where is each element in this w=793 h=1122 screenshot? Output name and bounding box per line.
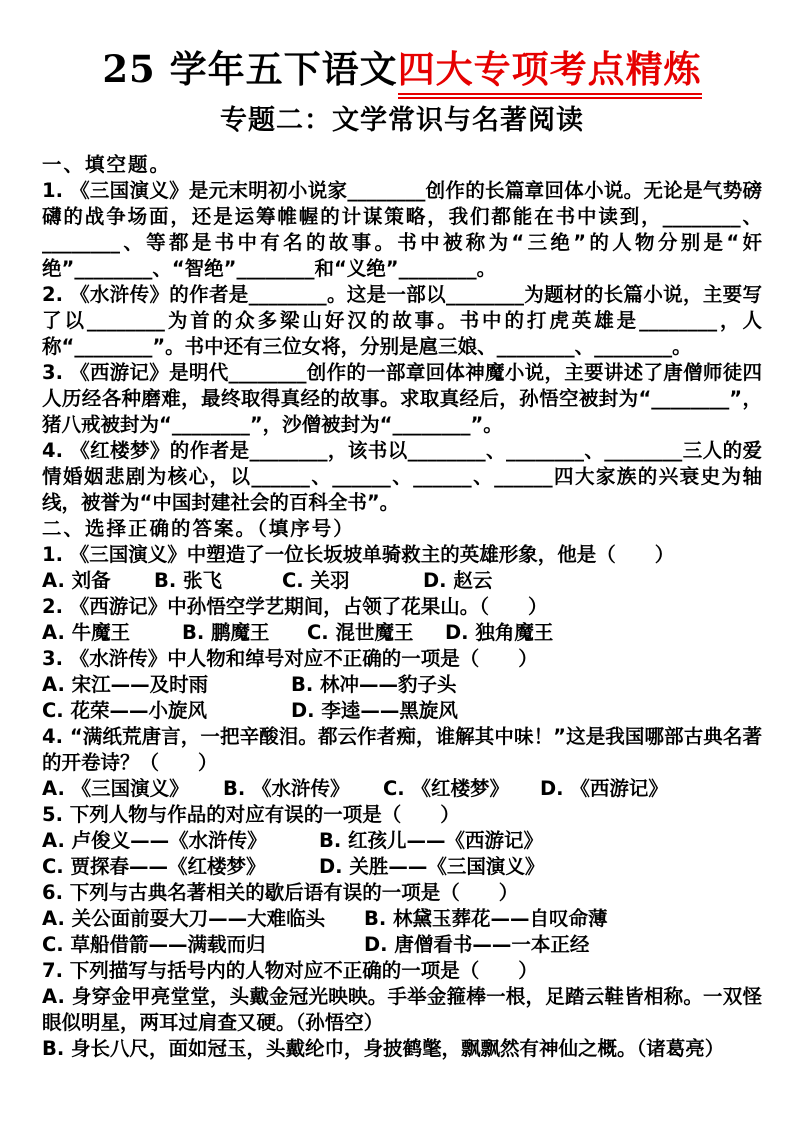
choice-2-option-d: D. 独角魔王 — [445, 621, 554, 644]
choice-3-option-c: C. 花荣——小旋风 — [42, 699, 208, 722]
choice-question-3-options-row-1 — [42, 672, 762, 698]
choice-4-option-b: B. 《水浒传》 — [223, 777, 350, 800]
choice-question-6-stem: 6. 下列与古典名著相关的歇后语有误的一项是（ ） — [42, 881, 519, 904]
choice-2-option-b: B. 鹏魔王 — [182, 621, 270, 644]
choice-4-option-a: A. 《三国演义》 — [42, 777, 189, 800]
choice-question-3-stem: 3. 《水浒传》中人物和绰号对应不正确的一项是（ ） — [42, 647, 538, 670]
choice-question-4-options — [42, 776, 762, 802]
choice-7-option-b: B. 身长八尺，面如冠玉，头戴纶巾，身披鹤氅，飘飘然有神仙之概。（诸葛亮） — [42, 1037, 725, 1060]
choice-2-option-a: A. 牛魔王 — [42, 621, 131, 644]
section2-heading: 二、选择正确的答案。（填序号） — [42, 517, 355, 540]
page-title — [42, 44, 762, 94]
choice-question-7-stem: 7. 下列描写与括号内的人物对应不正确的一项是（ ） — [42, 959, 538, 982]
choice-5-option-d: D. 关胜——《三国演义》 — [319, 855, 545, 878]
choice-question-1-options — [42, 568, 762, 594]
title-red-part: 四大专项考点精炼 — [398, 47, 702, 99]
choice-question-6-options-row-1 — [42, 906, 762, 932]
choice-6-option-b: B. 林黛玉葬花——自叹命薄 — [364, 907, 608, 930]
fill-question-4: 4. 《红楼梦》的作者是________，该书以________、________、________三人的爱情婚姻悲剧为核心，以______、______、______、______四大家族的兴衰史为轴线，被誉为“中国封建社会的百科全书”。 — [42, 439, 762, 514]
choice-5-option-c: C. 贾探春——《红楼梦》 — [42, 855, 266, 878]
choice-question-6-options-row-2 — [42, 932, 762, 958]
fill-question-1: 1. 《三国演义》是元末明初小说家________创作的长篇章回体小说。无论是气势磅礴的战争场面，还是运筹帷幄的计谋策略，我们都能在书中读到，________、________、等都是书中有名的故事。书中被称为“三绝”的人物分别是“奸绝”________、“智绝”________和“义绝”________。 — [42, 179, 762, 280]
title-black-part: 25 学年五下语文 — [102, 47, 398, 91]
worksheet-body — [42, 152, 762, 1062]
choice-question-2-options — [42, 620, 762, 646]
section1-heading: 一、填空题。 — [42, 153, 172, 176]
choice-4-option-d: D. 《西游记》 — [540, 777, 668, 800]
choice-3-option-b: B. 林冲——豹子头 — [291, 673, 457, 696]
page-subtitle: 专题二：文学常识与名著阅读 — [220, 105, 584, 136]
choice-1-option-a: A. 刘备 — [42, 569, 111, 592]
choice-1-option-c: C. 关羽 — [282, 569, 350, 592]
choice-question-1-stem: 1. 《三国演义》中塑造了一位长坂坡单骑救主的英雄形象，他是（ ） — [42, 543, 675, 566]
choice-question-5-stem: 5. 下列人物与作品的对应有误的一项是（ ） — [42, 803, 460, 826]
choice-question-4-stem: 4. “满纸荒唐言，一把辛酸泪。都云作者痴，谁解其中味！”这是我国哪部古典名著的开卷诗？（ ） — [42, 725, 762, 774]
choice-question-3-options-row-2 — [42, 698, 762, 724]
choice-6-option-d: D. 唐僧看书——一本正经 — [364, 933, 590, 956]
choice-1-option-b: B. 张飞 — [154, 569, 223, 592]
choice-5-option-a: A. 卢俊义——《水浒传》 — [42, 829, 267, 852]
choice-6-option-a: A. 关公面前耍大刀——大难临头 — [42, 907, 326, 930]
choice-1-option-d: D. 赵云 — [423, 569, 493, 592]
choice-2-option-c: C. 混世魔王 — [307, 621, 414, 644]
choice-5-option-b: B. 红孩儿——《西游记》 — [319, 829, 544, 852]
choice-3-option-a: A. 宋江——及时雨 — [42, 673, 209, 696]
choice-7-option-a: A. 身穿金甲亮堂堂，头戴金冠光映映。手举金箍棒一根，足踏云鞋皆相称。一双怪眼似明星，两耳过肩查又硬。（孙悟空） — [42, 985, 762, 1034]
choice-3-option-d: D. 李逵——黑旋风 — [291, 699, 458, 722]
choice-question-5-options-row-2 — [42, 854, 762, 880]
choice-4-option-c: C. 《红楼梦》 — [383, 777, 510, 800]
choice-question-2-stem: 2. 《西游记》中孙悟空学艺期间，占领了花果山。（ ） — [42, 595, 548, 618]
choice-6-option-c: C. 草船借箭——满载而归 — [42, 933, 266, 956]
choice-question-5-options-row-1 — [42, 828, 762, 854]
fill-question-2: 2. 《水浒传》的作者是________。这是一部以________为题材的长篇小说，主要写了以________为首的众多梁山好汉的故事。书中的打虎英雄是________，人称“________”。书中还有三位女将，分别是扈三娘、________、________。 — [42, 283, 762, 358]
fill-question-3: 3. 《西游记》是明代________创作的一部章回体神魔小说，主要讲述了唐僧师徒四人历经各种磨难，最终取得真经的故事。求取真经后，孙悟空被封为“________”，猪八戒被封为“________”，沙僧被封为“________”。 — [42, 361, 762, 436]
